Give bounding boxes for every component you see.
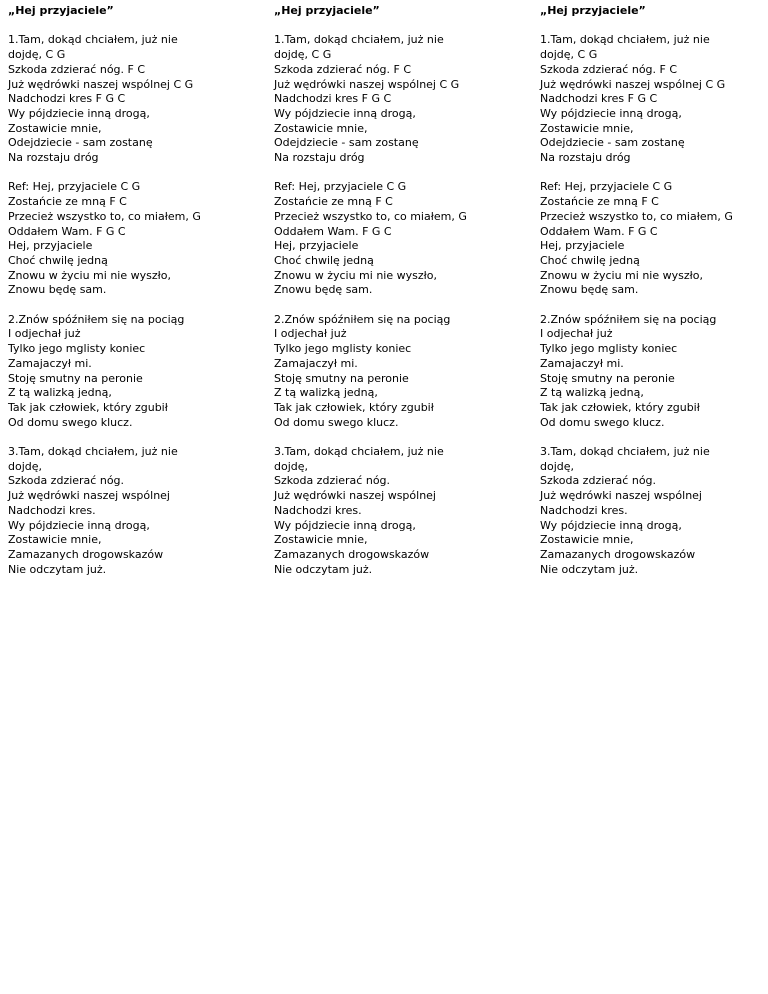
lyric-line: Hej, przyjaciele <box>274 239 359 253</box>
lyric-line: 1.Tam, dokąd chciałem, już nie <box>540 33 710 47</box>
stanza <box>540 445 768 577</box>
lyric-line: Zamajaczył mi. <box>8 356 92 370</box>
stanza <box>540 313 768 431</box>
lyric-line: Tak jak człowiek, który zgubił <box>274 400 434 414</box>
lyric-line: Hej, przyjaciele <box>8 239 93 253</box>
lyrics-column-1 <box>8 4 246 592</box>
song-title: „Hej przyjaciele” <box>274 4 380 17</box>
lyric-line: 1.Tam, dokąd chciałem, już nie <box>8 33 178 47</box>
stanza <box>540 180 768 298</box>
lyric-line: Na rozstaju dróg <box>540 151 631 165</box>
lyric-line: Tylko jego mglisty koniec <box>540 342 678 356</box>
lyric-line: Znowu będę sam. <box>274 283 373 297</box>
lyric-line: Nie odczytam już. <box>274 562 373 576</box>
lyric-line: Zamazanych drogowskazów <box>274 547 430 561</box>
lyric-line: Zostawicie mnie, <box>8 533 102 547</box>
lyric-line: Odejdziecie - sam zostanę <box>274 136 419 150</box>
lyric-line: 3.Tam, dokąd chciałem, już nie <box>540 445 710 459</box>
lyric-line: dojdę, C G <box>540 48 598 62</box>
lyric-line: I odjechał już <box>8 327 81 341</box>
stanza <box>8 313 246 431</box>
lyric-line: Z tą walizką jedną, <box>540 386 644 400</box>
lyric-line: I odjechał już <box>540 327 613 341</box>
lyric-line: Hej, przyjaciele <box>540 239 625 253</box>
lyric-line: Zostańcie ze mną F C <box>274 195 393 209</box>
lyric-line: 1.Tam, dokąd chciałem, już nie <box>274 33 444 47</box>
stanza <box>274 33 512 165</box>
stanza <box>274 445 512 577</box>
lyric-line: Znowu w życiu mi nie wyszło, <box>8 268 171 282</box>
lyric-line: Zostawicie mnie, <box>274 533 368 547</box>
lyrics-column-2 <box>274 4 512 592</box>
lyric-line: Stoję smutny na peronie <box>274 371 409 385</box>
lyric-line: Zostańcie ze mną F C <box>540 195 659 209</box>
stanza <box>8 445 246 577</box>
lyric-line: Zostawicie mnie, <box>274 121 368 135</box>
lyric-line: Wy pójdziecie inną drogą, <box>8 106 150 120</box>
lyric-line: Oddałem Wam. F G C <box>540 224 658 238</box>
lyric-line: Nadchodzi kres F G C <box>274 92 392 106</box>
lyric-line: Z tą walizką jedną, <box>8 386 112 400</box>
lyric-line: Wy pójdziecie inną drogą, <box>274 518 416 532</box>
lyric-line: Zamazanych drogowskazów <box>8 547 164 561</box>
stanza <box>274 180 512 298</box>
lyric-line: Odejdziecie - sam zostanę <box>540 136 685 150</box>
lyric-line: dojdę, <box>8 459 43 473</box>
lyric-line: 2.Znów spóźniłem się na pociąg <box>8 312 185 326</box>
lyric-line: Na rozstaju dróg <box>274 151 365 165</box>
lyric-line: dojdę, <box>540 459 575 473</box>
lyric-line: Przecież wszystko to, co miałem, G <box>274 209 467 223</box>
stanza <box>8 180 246 298</box>
lyric-line: 3.Tam, dokąd chciałem, już nie <box>274 445 444 459</box>
song-title: „Hej przyjaciele” <box>8 4 114 17</box>
lyric-line: Z tą walizką jedną, <box>274 386 378 400</box>
stanza <box>8 33 246 165</box>
lyric-line: Nadchodzi kres F G C <box>8 92 126 106</box>
stanza <box>274 313 512 431</box>
lyric-line: Przecież wszystko to, co miałem, G <box>540 209 733 223</box>
lyric-line: 2.Znów spóźniłem się na pociąg <box>540 312 717 326</box>
lyric-line: Znowu będę sam. <box>8 283 107 297</box>
lyric-line: Oddałem Wam. F G C <box>8 224 126 238</box>
lyric-line: Choć chwilę jedną <box>274 253 374 267</box>
lyric-line: Odejdziecie - sam zostanę <box>8 136 153 150</box>
lyrics-column-3 <box>540 4 768 592</box>
lyric-line: Szkoda zdzierać nóg. <box>274 474 391 488</box>
lyric-line: Wy pójdziecie inną drogą, <box>540 106 682 120</box>
lyric-line: Szkoda zdzierać nóg. F C <box>274 62 412 76</box>
lyric-line: dojdę, C G <box>8 48 66 62</box>
lyric-line: Stoję smutny na peronie <box>8 371 143 385</box>
lyric-line: Choć chwilę jedną <box>540 253 640 267</box>
lyric-line: Od domu swego klucz. <box>274 415 399 429</box>
lyric-line: Zostawicie mnie, <box>8 121 102 135</box>
lyric-line: Ref: Hej, przyjaciele C G <box>540 180 673 194</box>
lyric-line: Już wędrówki naszej wspólnej <box>540 489 702 503</box>
lyric-line: Zostawicie mnie, <box>540 121 634 135</box>
lyric-line: Tak jak człowiek, który zgubił <box>540 400 700 414</box>
lyric-line: Tak jak człowiek, który zgubił <box>8 400 168 414</box>
lyric-line: Zamajaczył mi. <box>274 356 358 370</box>
lyric-line: Wy pójdziecie inną drogą, <box>8 518 150 532</box>
lyric-line: 2.Znów spóźniłem się na pociąg <box>274 312 451 326</box>
lyric-line: Nadchodzi kres. <box>540 503 628 517</box>
lyric-line: 3.Tam, dokąd chciałem, już nie <box>8 445 178 459</box>
lyric-line: Wy pójdziecie inną drogą, <box>274 106 416 120</box>
lyric-line: Zamazanych drogowskazów <box>540 547 696 561</box>
lyric-line: Wy pójdziecie inną drogą, <box>540 518 682 532</box>
lyric-line: Znowu będę sam. <box>540 283 639 297</box>
lyric-line: Ref: Hej, przyjaciele C G <box>8 180 141 194</box>
stanza <box>540 33 768 165</box>
lyric-line: Choć chwilę jedną <box>8 253 108 267</box>
lyric-line: Zamajaczył mi. <box>540 356 624 370</box>
lyric-line: Tylko jego mglisty koniec <box>274 342 412 356</box>
lyric-line: Znowu w życiu mi nie wyszło, <box>540 268 703 282</box>
lyric-line: Od domu swego klucz. <box>8 415 133 429</box>
lyric-line: Szkoda zdzierać nóg. <box>8 474 125 488</box>
lyric-line: Nadchodzi kres F G C <box>540 92 658 106</box>
lyric-line: I odjechał już <box>274 327 347 341</box>
lyric-line: Znowu w życiu mi nie wyszło, <box>274 268 437 282</box>
lyric-line: Szkoda zdzierać nóg. <box>540 474 657 488</box>
lyric-line: Już wędrówki naszej wspólnej C G <box>8 77 194 91</box>
song-title: „Hej przyjaciele” <box>540 4 646 17</box>
lyric-line: Oddałem Wam. F G C <box>274 224 392 238</box>
lyric-line: Zostawicie mnie, <box>540 533 634 547</box>
lyric-line: Już wędrówki naszej wspólnej <box>8 489 170 503</box>
lyric-line: Szkoda zdzierać nóg. F C <box>540 62 678 76</box>
lyric-line: Nie odczytam już. <box>8 562 107 576</box>
lyric-line: Już wędrówki naszej wspólnej <box>274 489 436 503</box>
lyric-line: Przecież wszystko to, co miałem, G <box>8 209 201 223</box>
lyric-line: Od domu swego klucz. <box>540 415 665 429</box>
lyric-line: Ref: Hej, przyjaciele C G <box>274 180 407 194</box>
lyric-line: dojdę, <box>274 459 309 473</box>
lyric-line: dojdę, C G <box>274 48 332 62</box>
lyric-line: Już wędrówki naszej wspólnej C G <box>274 77 460 91</box>
lyric-line: Już wędrówki naszej wspólnej C G <box>540 77 726 91</box>
lyric-line: Tylko jego mglisty koniec <box>8 342 146 356</box>
lyric-line: Na rozstaju dróg <box>8 151 99 165</box>
lyric-line: Nadchodzi kres. <box>8 503 96 517</box>
lyric-line: Nadchodzi kres. <box>274 503 362 517</box>
lyric-line: Zostańcie ze mną F C <box>8 195 127 209</box>
lyric-line: Nie odczytam już. <box>540 562 639 576</box>
lyric-line: Stoję smutny na peronie <box>540 371 675 385</box>
lyric-line: Szkoda zdzierać nóg. F C <box>8 62 146 76</box>
